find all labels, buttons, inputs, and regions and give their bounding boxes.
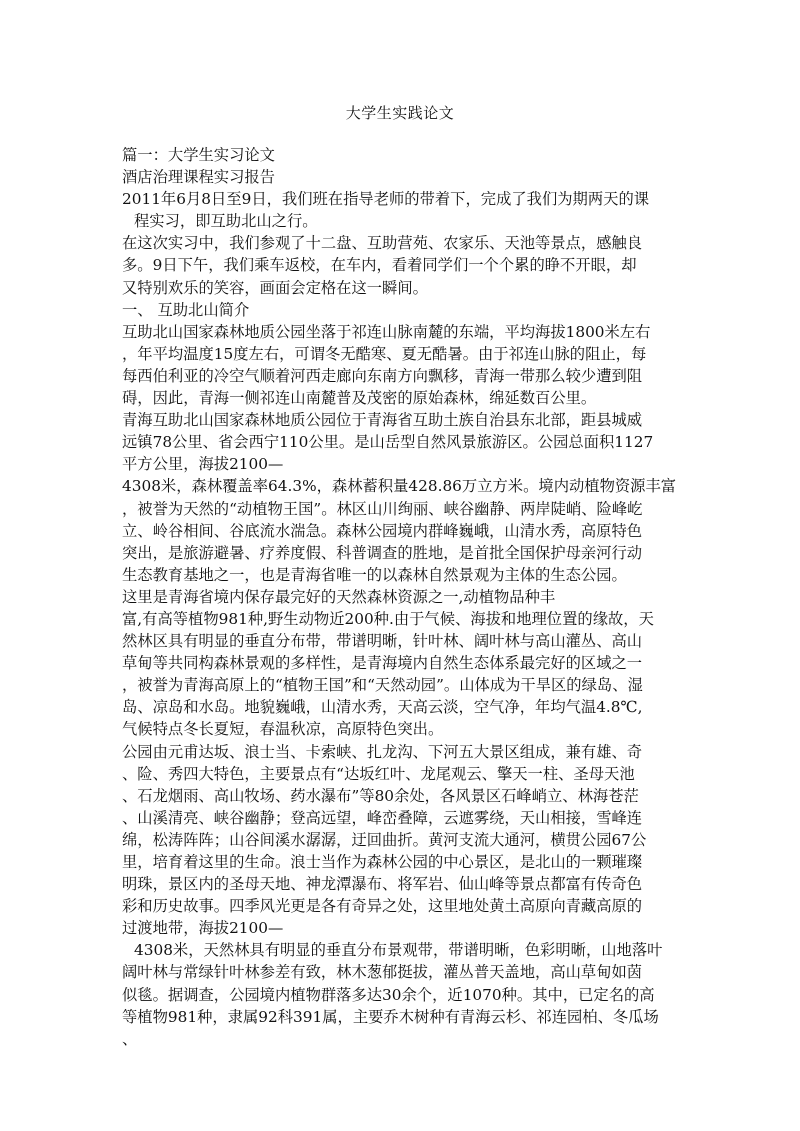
document-body bbox=[122, 144, 682, 1050]
text-line: 多。9日下午，我们乘车返校，在车内，看着同学们一个个累的睁不开眼，却 bbox=[122, 256, 637, 275]
text-line: 在这次实习中，我们参观了十二盘、互助营苑、农家乐、天池等景点，感触良 bbox=[122, 234, 643, 253]
text-line: 岛、凉岛和水岛。地貌巍峨，山清水秀，天高云淡，空气净，年均气温4.8℃, bbox=[122, 698, 643, 717]
text-line: 阔叶林与常绿针叶林参差有致，林木葱郁挺拔，灌丛普天盖地，高山草甸如茵 bbox=[122, 963, 643, 982]
text-line: 、险、秀四大特色，主要景点有“达坂红叶、龙尾观云、擎天一柱、圣母天池 bbox=[122, 764, 635, 783]
text-line: 4308米，天然林具有明显的垂直分布景观带，带谱明晰，色彩明晰，山地落叶 bbox=[134, 941, 663, 960]
text-line: 过渡地带，海拔2100— bbox=[122, 919, 284, 938]
text-line: ，年平均温度15度左右，可谓冬无酷寒、夏无酷暑。由于祁连山脉的阻止，每 bbox=[122, 344, 647, 363]
text-line: 又特别欢乐的笑容，画面会定格在这一瞬间。 bbox=[122, 278, 428, 297]
text-line: 富,有高等植物981种,野生动物近200种.由于气候、海拔和地理位置的缘故，天 bbox=[122, 609, 654, 628]
text-line: 气候特点冬长夏短，春温秋凉，高原特色突出。 bbox=[122, 720, 444, 739]
text-line: ，被誉为天然的“动植物王国”。林区山川绚丽、峡谷幽静、两岸陡峭、险峰屹 bbox=[122, 499, 643, 518]
text-line: 篇一：大学生实习论文 bbox=[122, 146, 275, 164]
text-line: 里，培育着这里的生命。浪士当作为森林公园的中心景区，是北山的一颗璀璨 bbox=[122, 853, 643, 871]
text-line: 远镇78公里、省会西宁110公里。是山岳型自然风景旅游区。公园总面积1127 bbox=[122, 433, 654, 452]
text-line: 平方公里，海拔2100— bbox=[122, 455, 284, 474]
text-line: 突出，是旅游避暑、疗养度假、科普调查的胜地，是首批全国保护母亲河行动 bbox=[122, 543, 643, 562]
text-line: 酒店治理课程实习报告 bbox=[122, 168, 275, 187]
text-line: 每西伯利亚的冷空气顺着河西走廊向东南方向飘移，青海一带那么较少遭到阻 bbox=[122, 366, 643, 385]
text-line: 4308米，森林覆盖率64.3%，森林蓄积量428.86万立方米。境内动植物资源丰富 bbox=[122, 477, 677, 496]
text-line: 草甸等共同构森林景观的多样性，是青海境内自然生态体系最完好的区域之一 bbox=[122, 654, 643, 673]
text-line: 青海互助北山国家森林地质公园位于青海省互助土族自治县东北部，距县城威 bbox=[122, 411, 643, 430]
text-line: 然林区具有明显的垂直分布带，带谱明晰，针叶林、阔叶林与高山灌丛、高山 bbox=[122, 632, 643, 651]
text-line: 程实习，即互助北山之行。 bbox=[134, 212, 318, 231]
text-line: ，被誉为青海高原上的“植物王国”和“天然动园”。山体成为干旱区的绿岛、湿 bbox=[122, 676, 643, 695]
document-title: 大学生实践论文 bbox=[345, 104, 455, 122]
text-line: 明珠，景区内的圣母天地、神龙潭瀑布、将军岩、仙山峰等景点都富有传奇色 bbox=[122, 875, 643, 894]
text-line: 互助北山国家森林地质公园坐落于祁连山脉南麓的东端，平均海拔1800米左右 bbox=[122, 322, 651, 341]
text-line: 生态教育基地之一，也是青海省唯一的以森林自然景观为主体的生态公园。 bbox=[122, 565, 627, 584]
text-line: 、山溪清亮、峡谷幽静；登高远望，峰峦叠障，云遮雾绕，天山相接，雪峰连 bbox=[122, 808, 643, 827]
text-line: 绵，松涛阵阵；山谷间溪水潺潺，迂回曲折。黄河支流大通河，横贯公园67公 bbox=[122, 830, 647, 849]
text-line: 似毯。据调查，公园境内植物群落多达30余个，近1070种。其中，已定名的高 bbox=[122, 985, 655, 1004]
text-line: 公园由元甫达坂、浪士当、卡索峡、扎龙沟、下河五大景区组成，兼有雄、奇 bbox=[122, 742, 643, 761]
text-line: 、石龙烟雨、高山牧场、药水瀑布”等80余处，各风景区石峰峭立、林海苍茫 bbox=[122, 786, 639, 805]
text-line: 一、 互助北山简介 bbox=[122, 300, 250, 319]
text-line: 这里是青海省境内保存最完好的天然森林资源之一,动植物品种丰 bbox=[122, 587, 556, 606]
text-line: 彩和历史故事。四季风光更是各有奇异之处，这里地处黄土高原向青藏高原的 bbox=[122, 897, 643, 916]
text-line: 、 bbox=[122, 1029, 138, 1048]
text-line: 2011年6月8日至9日，我们班在指导老师的带着下，完成了我们为期两天的课 bbox=[122, 190, 650, 209]
text-line: 碍，因此，青海一侧祁连山南麓普及茂密的原始森林，绵延数百公里。 bbox=[122, 389, 597, 408]
text-line: 等植物981种，隶属92科391属，主要乔木树种有青海云杉、祁连园柏、冬瓜场 bbox=[122, 1007, 659, 1026]
text-line: 立、岭谷相间、谷底流水湍急。森林公园境内群峰巍峨，山清水秀，高原特色 bbox=[122, 521, 643, 540]
